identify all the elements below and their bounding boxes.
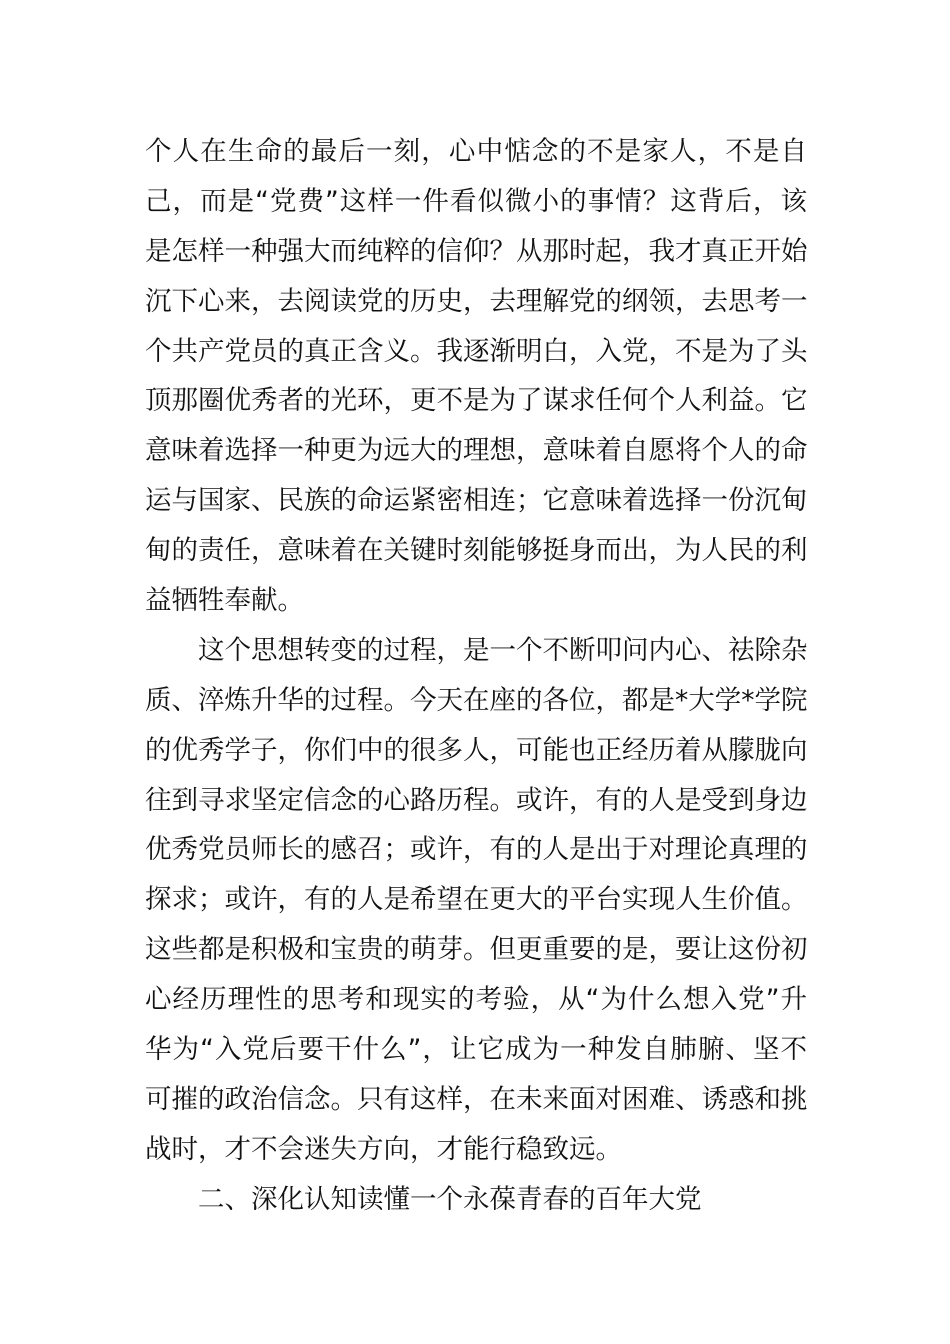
text-line: 意味着选择一种更为远大的理想，意味着自愿将个人的命 — [145, 435, 808, 467]
text-line: 战时，才不会迷失方向，才能行稳致远。 — [145, 1133, 622, 1165]
text-line: 的优秀学子，你们中的很多人，可能也正经历着从朦胧向 — [145, 734, 808, 766]
text-line: 华为“入党后要干什么”，让它成为一种发自肺腑、坚不 — [145, 1034, 807, 1066]
text-line: 顶那圈优秀者的光环，更不是为了谋求任何个人利益。它 — [145, 385, 808, 417]
text-line: 个人在生命的最后一刻，心中惦念的不是家人，不是自 — [145, 136, 807, 167]
text-line: 心经历理性的思考和现实的考验，从“为什么想入党”升 — [145, 984, 807, 1016]
text-line: 个共产党员的真正含义。我逐渐明白，入党，不是为了头 — [145, 335, 808, 367]
text-line: 探求；或许，有的人是希望在更大的平台实现人生价值。 — [145, 884, 808, 916]
text-line: 益牺牲奉献。 — [145, 585, 304, 617]
text-line: 己，而是“党费”这样一件看似微小的事情？这背后，该 — [145, 185, 807, 217]
text-line: 质、淬炼升华的过程。今天在座的各位，都是*大学*学院 — [145, 684, 808, 716]
text-line: 甸的责任，意味着在关键时刻能够挺身而出，为人民的利 — [145, 535, 808, 567]
text-line: 这个思想转变的过程，是一个不断叩问内心、祛除杂 — [198, 634, 808, 666]
text-line: 沉下心来，去阅读党的历史，去理解党的纲领，去思考一 — [145, 285, 808, 317]
text-line: 是怎样一种强大而纯粹的信仰？从那时起，我才真正开始 — [145, 235, 808, 267]
text-line: 运与国家、民族的命运紧密相连；它意味着选择一份沉甸 — [145, 485, 808, 517]
document-page — [145, 133, 807, 1231]
text-line: 可摧的政治信念。只有这样，在未来面对困难、诱惑和挑 — [145, 1083, 808, 1115]
text-line: 这些都是积极和宝贵的萌芽。但更重要的是，要让这份初 — [145, 934, 808, 966]
text-line: 往到寻求坚定信念的心路历程。或许，有的人是受到身边 — [145, 784, 808, 816]
section-heading: 二、深化认知读懂一个永葆青春的百年大党 — [198, 1183, 702, 1215]
text-line: 优秀党员师长的感召；或许，有的人是出于对理论真理的 — [145, 834, 808, 866]
